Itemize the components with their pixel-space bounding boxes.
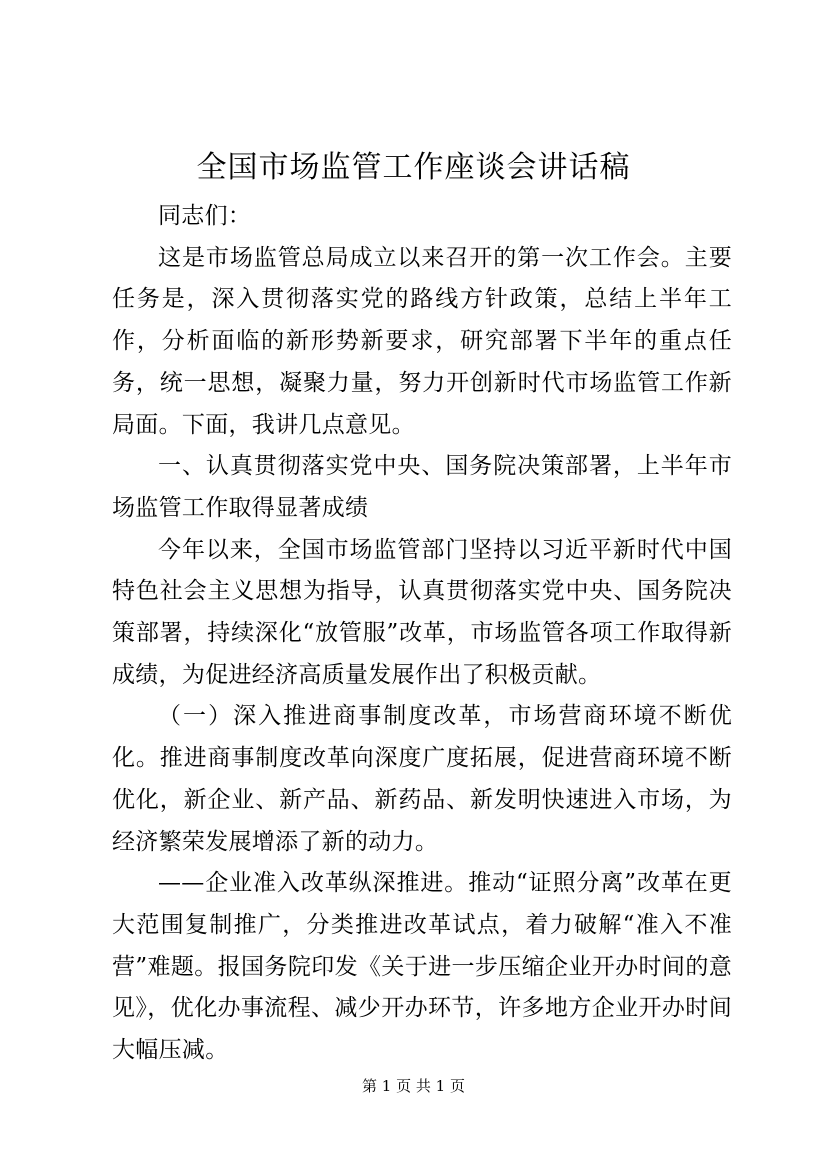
salutation-paragraph: 同志们： — [158, 203, 252, 229]
subsection-heading-1: （一）深入推进商事制度改革，市场营商环境不断优化。推进商事制度改革向深度广度拓展，促进营商环境不断优化，新企业、新产品、新药品、新发明快速进入市场，为经济繁荣发展增添了新的动力。 — [112, 703, 732, 855]
document-body — [112, 196, 732, 1072]
section-heading-1: 一、认真贯彻落实党中央、国务院决策部署，上半年市场监管工作取得显著成绩 — [112, 453, 732, 521]
body-paragraph: 今年以来，全国市场监管部门坚持以习近平新时代中国特色社会主义思想为指导，认真贯彻落实党中央、国务院决策部署，持续深化“放管服”改革，市场监管各项工作取得新成绩，为促进经济高质量发展作出了积极贡献。 — [112, 536, 732, 688]
page-number-label: 第 1 页 共 1 页 — [362, 1077, 465, 1095]
page-title: 全国市场监管工作座谈会讲话稿 — [196, 150, 631, 185]
intro-paragraph: 这是市场监管总局成立以来召开的第一次工作会。主要任务是，深入贯彻落实党的路线方针政策，总结上半年工作，分析面临的新形势新要求，研究部署下半年的重点任务，统一思想，凝聚力量，努力开创新时代市场监管工作新局面。下面，我讲几点意见。 — [112, 244, 732, 438]
page-footer — [0, 1076, 827, 1096]
body-paragraph: ——企业准入改革纵深推进。推动“证照分离”改革在更大范围复制推广，分类推进改革试点，着力破解“准入不准营”难题。报国务院印发《关于进一步压缩企业开办时间的意见》，优化办事流程、减少开办环节，许多地方企业开办时间大幅压减。 — [112, 870, 732, 1064]
